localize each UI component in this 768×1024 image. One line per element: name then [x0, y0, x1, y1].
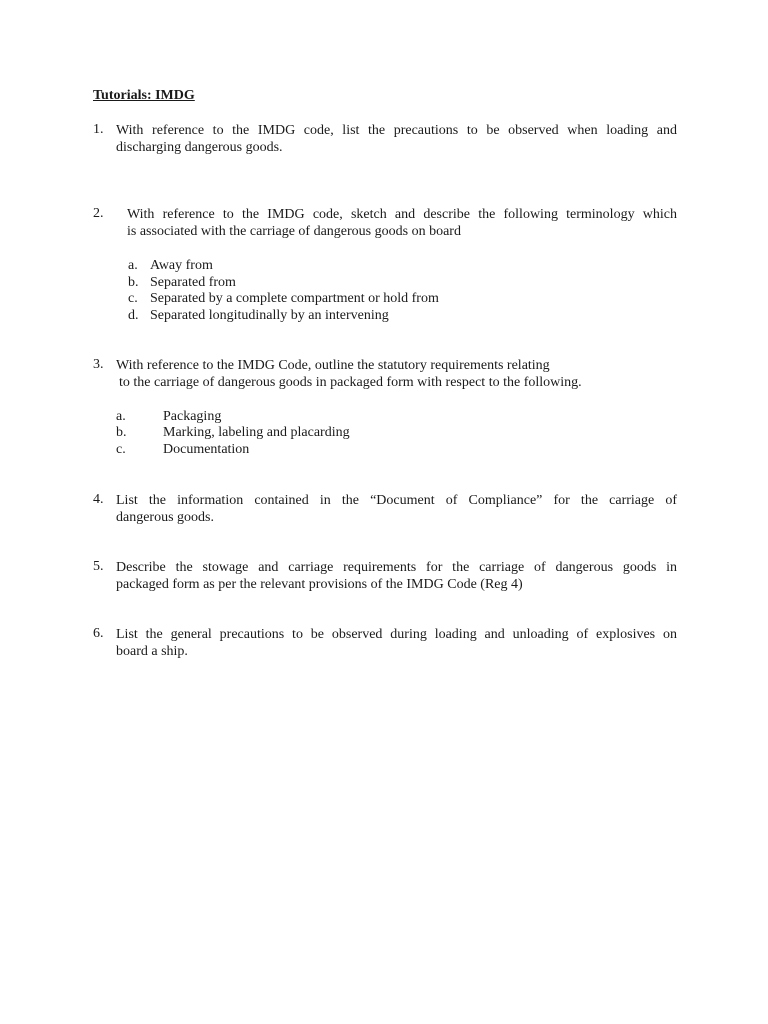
question-line: Describe the stowage and carriage requirements for the carriage of dangerous goods in — [116, 560, 677, 575]
question-number: 3. — [93, 357, 104, 372]
question-text — [116, 492, 677, 526]
question-text — [116, 122, 677, 156]
question-line: board a ship. — [116, 644, 188, 659]
question-text — [116, 559, 677, 593]
question-line: discharging dangerous goods. — [116, 140, 283, 155]
item-letter: b. — [128, 275, 139, 290]
item-text: Marking, labeling and placarding — [163, 425, 350, 440]
page-title: Tutorials: IMDG — [93, 88, 195, 103]
question-line: List the general precautions to be observed during loading and unloading of explosives on — [116, 627, 677, 642]
item-text: Packaging — [163, 409, 222, 424]
item-text: Away from — [150, 258, 213, 273]
item-letter: a. — [116, 409, 126, 424]
question-line: With reference to the IMDG code, list the precautions to be observed when loading and — [116, 123, 677, 138]
item-text: Separated from — [150, 275, 236, 290]
question-line: packaged form as per the relevant provisions of the IMDG Code (Reg 4) — [116, 577, 523, 592]
question-number: 4. — [93, 492, 104, 507]
question-number: 6. — [93, 626, 104, 641]
question-number: 1. — [93, 122, 104, 137]
item-letter: d. — [128, 308, 139, 323]
question-line: to the carriage of dangerous goods in packaged form with respect to the following. — [119, 375, 582, 390]
item-text: Documentation — [163, 442, 250, 457]
question-line: dangerous goods. — [116, 510, 214, 525]
item-letter: c. — [116, 442, 126, 457]
item-text: Separated by a complete compartment or hold from — [150, 291, 439, 306]
question-line: With reference to the IMDG code, sketch and describe the following terminology which — [127, 207, 677, 222]
question-text — [116, 626, 677, 660]
item-text: Separated longitudinally by an intervening — [150, 308, 389, 323]
question-text — [127, 206, 677, 240]
question-line: is associated with the carriage of dangerous goods on board — [127, 224, 461, 239]
question-number: 2. — [93, 206, 104, 221]
question-line: List the information contained in the “Document of Compliance” for the carriage of — [116, 493, 677, 508]
item-letter: c. — [128, 291, 138, 306]
item-letter: a. — [128, 258, 138, 273]
question-number: 5. — [93, 559, 104, 574]
item-letter: b. — [116, 425, 127, 440]
question-line: With reference to the IMDG Code, outline the statutory requirements relating — [116, 358, 550, 373]
